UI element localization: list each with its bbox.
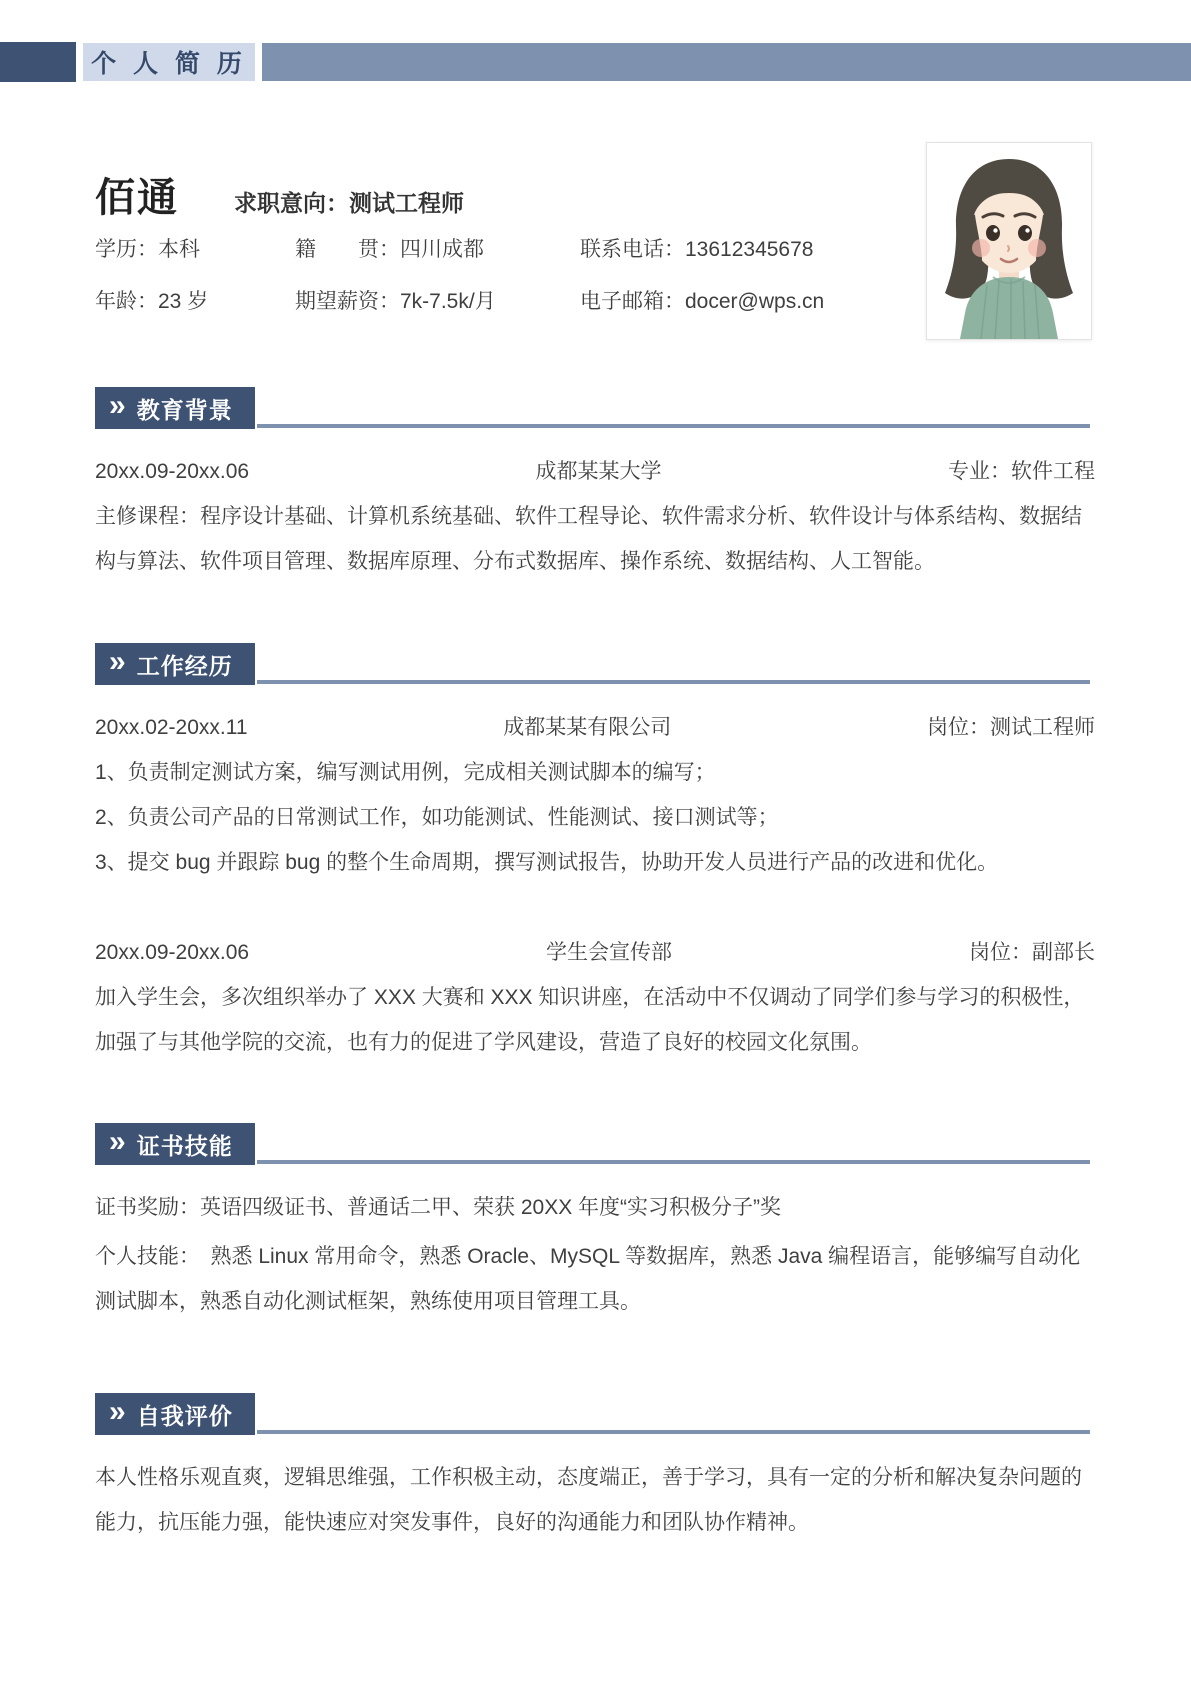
education-meta-row bbox=[95, 449, 1095, 494]
section-title: 教育背景 bbox=[136, 396, 233, 423]
work-meta-row bbox=[95, 930, 1095, 975]
awards-line: 证书奖励：英语四级证书、普通话二甲、荣获 20XX 年度“实习积极分子”奖 bbox=[95, 1196, 782, 1219]
section-header bbox=[95, 1123, 1095, 1165]
section-rule bbox=[257, 1160, 1090, 1164]
education-date: 20xx.09-20xx.06 bbox=[95, 460, 250, 483]
job-role: 岗位：副部长 bbox=[968, 941, 1095, 964]
work-date: 20xx.09-20xx.06 bbox=[95, 941, 250, 964]
organization-name: 学生会宣传部 bbox=[546, 941, 673, 964]
self-evaluation-section bbox=[95, 1393, 1095, 1545]
section-header bbox=[95, 387, 1095, 429]
work-badge bbox=[95, 643, 255, 685]
section-rule bbox=[257, 424, 1090, 428]
top-banner bbox=[0, 42, 1191, 82]
work-item bbox=[95, 705, 1095, 885]
illustrated-woman-portrait-icon bbox=[927, 143, 1091, 339]
work-section bbox=[95, 643, 1095, 1065]
expected-salary: 期望薪资：7k-7.5k/月 bbox=[295, 290, 496, 313]
section-header bbox=[95, 643, 1095, 685]
school-name: 成都某某大学 bbox=[535, 460, 662, 483]
courses-paragraph: 主修课程：程序设计基础、计算机系统基础、软件工程导论、软件需求分析、软件设计与体系结构、数据结构与算法、软件项目管理、数据库原理、分布式数据库、操作系统、数据结构、人工智能。 bbox=[95, 505, 1082, 573]
double-chevron-icon: » bbox=[109, 1125, 127, 1158]
skills-paragraph: 个人技能： 熟悉 Linux 常用命令，熟悉 Oracle、MySQL 等数据库，熟悉 Java 编程语言，能够编写自动化测试脚本，熟悉自动化测试框架，熟练使用项目管理工具。 bbox=[95, 1245, 1081, 1313]
certificates-section bbox=[95, 1123, 1095, 1324]
self-evaluation-badge bbox=[95, 1393, 255, 1435]
work-description: 加入学生会，多次组织举办了 XXX 大赛和 XXX 知识讲座，在活动中不仅调动了同学们参与学习的积极性，加强了与其他学院的交流，也有力的促进了学风建设，营造了良好的校园文化氛围。 bbox=[95, 986, 1085, 1054]
education-badge bbox=[95, 387, 255, 429]
section-header bbox=[95, 1393, 1095, 1435]
double-chevron-icon: » bbox=[109, 645, 127, 678]
education-section bbox=[95, 387, 1095, 584]
work-bullet: 2、负责公司产品的日常测试工作，如功能测试、性能测试、接口测试等； bbox=[95, 806, 779, 829]
double-chevron-icon: » bbox=[109, 1395, 127, 1428]
certificates-body bbox=[95, 1185, 1095, 1324]
resume-title: 个 人 简 历 bbox=[91, 50, 247, 78]
avatar bbox=[926, 142, 1092, 340]
phone-number: 联系电话：13612345678 bbox=[580, 238, 814, 261]
education-level: 学历：本科 bbox=[95, 238, 200, 261]
resume-title-box bbox=[83, 43, 255, 81]
job-intent: 求职意向：测试工程师 bbox=[234, 190, 464, 216]
self-evaluation-body bbox=[95, 1455, 1095, 1545]
section-title: 自我评价 bbox=[136, 1402, 233, 1429]
candidate-name: 佰通 bbox=[95, 176, 179, 220]
education-body bbox=[95, 449, 1095, 584]
self-evaluation-paragraph: 本人性格乐观直爽，逻辑思维强，工作积极主动，态度端正，善于学习，具有一定的分析和解决复杂问题的能力，抗压能力强，能快速应对突发事件，良好的沟通能力和团队协作精神。 bbox=[95, 1466, 1082, 1534]
certificates-badge bbox=[95, 1123, 255, 1165]
work-date: 20xx.02-20xx.11 bbox=[95, 716, 248, 739]
company-name: 成都某某有限公司 bbox=[503, 716, 672, 739]
work-bullet: 3、提交 bug 并跟踪 bug 的整个生命周期，撰写测试报告，协助开发人员进行产品的改进和优化。 bbox=[95, 851, 999, 874]
double-chevron-icon: » bbox=[109, 389, 127, 422]
age: 年龄：23 岁 bbox=[95, 290, 209, 313]
section-rule bbox=[257, 1430, 1090, 1434]
work-item bbox=[95, 930, 1095, 1065]
section-title: 工作经历 bbox=[136, 652, 233, 679]
section-title: 证书技能 bbox=[136, 1132, 233, 1159]
banner-bar bbox=[262, 43, 1191, 81]
major: 专业：软件工程 bbox=[947, 460, 1095, 483]
work-body bbox=[95, 705, 1095, 1065]
email: 电子邮箱：docer@wps.cn bbox=[580, 290, 825, 313]
banner-accent-block bbox=[0, 42, 76, 82]
job-role: 岗位：测试工程师 bbox=[926, 716, 1095, 739]
birthplace: 籍 贯：四川成都 bbox=[295, 238, 484, 261]
work-bullet: 1、负责制定测试方案，编写测试用例，完成相关测试脚本的编写； bbox=[95, 761, 716, 784]
section-rule bbox=[257, 680, 1090, 684]
work-meta-row bbox=[95, 705, 1095, 750]
